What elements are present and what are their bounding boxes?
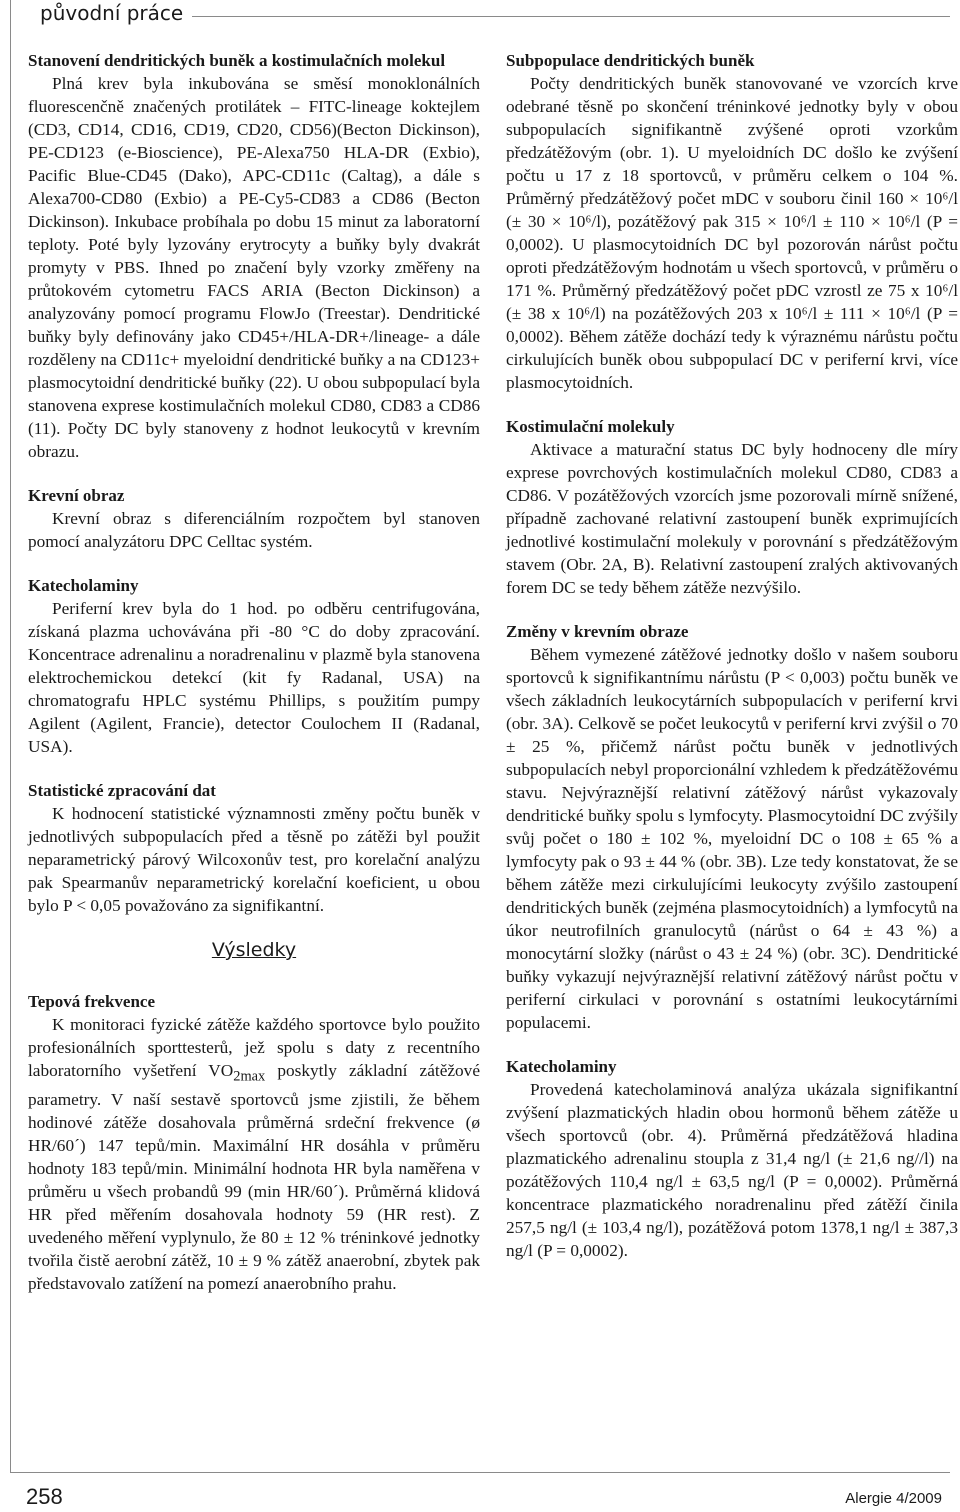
text-part: K monitoraci fyzické zátěže každého sportovce bylo použito profesionálních sporttesterů, jež spolu s daty z recentního laboratorního vyšetření VO bbox=[28, 1015, 480, 1080]
section-paragraph: Aktivace a maturační status DC byly hodnoceny dle míry exprese povrchových kostimulačních molekul CD80, CD83 a CD86. V pozátěžových vzorcích jsme pozorovali mírně snížené, případně zachované relativní zastoupení buněk exprimujících jednotlivé kostimulační molekuly v porovnání s předzátěžovým stavem (Obr. 2A, B). Relativní zastoupení zralých aktivovaných forem DC se tedy během zátěže nezvýšilo. bbox=[506, 440, 958, 597]
section-blood-count bbox=[28, 485, 480, 553]
section-heading: Tepová frekvence bbox=[28, 992, 156, 1011]
results-title: Výsledky bbox=[211, 939, 297, 961]
section-heading: Statistické zpracování dat bbox=[28, 781, 216, 800]
section-paragraph: Během vymezené zátěžové jednotky došlo v našem souboru sportovců k signifikantnímu nárůstu (P < 0,003) počtu buněk ve všech základních leukocytárních subpopulacích v periferní krvi (obr. 3A). Celkově se počet leukocytů v periferní krvi zvýšil o 70 ± 25 %, přičemž nárůst počtu buněk v jednotlivých subpopulacích nebyl proporcionální vzhledem k předzátěžovému stavu. Nejvýraznější relativní zátěžový nárůst vykazovaly dendritické buňky spolu s lymfocyty. Plasmocytoidní DC zvýšily svůj počet o 180 ± 102 %, myeloidní DC o 108 ± 65 % a lymfocyty pak o 93 ± 44 % (obr. 3B). Lze tedy konstatovat, že se během zátěže mezi cirkulujícími leukocyty zvýšilo zastoupení dendritických buněk (zejména plasmocytoidních) a lymfocytů na úkor neutrofilních granulocytů (nárůst o 64 ± 43 %) a monocytární složky (nárůst o 43 ± 24 %) (obr. 3C). Dendritické buňky vykazují nejvýraznější relativní zátěžový nárůst počtu v periferní cirkulaci v porovnání s ostatními leukocytárními populacemi. bbox=[506, 645, 958, 1032]
section-paragraph: Počty dendritických buněk stanovované ve vzorcích krve odebrané těsně po skončení tréninkové jednotky byly v obou subpopulacích signifikantně zvýšené oproti vzorkům předzátěžovým (obr. 1). U myeloidních DC došlo ke zvýšení počtu u 17 z 18 sportovců, v průměru celkem o 104 %. Průměrný předzátěžový počet mDC v souboru činil 160 × 10⁶/l (± 30 × 10⁶/l), pozátěžový pak 315 × 10⁶/l ± 110 × 10⁶/l (P = 0,0002). U plasmocytoidních DC byl pozorován nárůst počtu oproti předzátěžovým hodnotám u všech sportovců, v průměru o 171 %. Průměrný předzátěžový počet pDC vzrostl ze 75 x 10⁶/l (± 38 x 10⁶/l) na pozátěžových 203 x 10⁶/l ± 111 × 10⁶/l (P = 0,0002). Během zátěže dochází tedy k výraznému nárůstu počtu cirkulujících buněk obou subpopulací DC v periferní krvi, více plasmocytoidních. bbox=[506, 74, 958, 392]
section-catecholamines-results bbox=[506, 1056, 958, 1262]
section-paragraph bbox=[28, 1013, 480, 1295]
section-statistics bbox=[28, 780, 480, 917]
section-heading: Kostimulační molekuly bbox=[506, 417, 675, 436]
section-heading: Krevní obraz bbox=[28, 486, 125, 505]
section-blood-count-changes bbox=[506, 621, 958, 1034]
page-header bbox=[0, 0, 960, 36]
section-label: původní práce bbox=[40, 1, 184, 25]
section-paragraph: Krevní obraz s diferenciálním rozpočtem byl stanoven pomocí analyzátoru DPC Celltac systém. bbox=[28, 509, 480, 551]
section-heading: Stanovení dendritických buněk a kostimulačních molekul bbox=[28, 51, 446, 70]
right-column bbox=[506, 50, 958, 1284]
section-catecholamines-methods bbox=[28, 575, 480, 758]
page-number: 258 bbox=[26, 1484, 63, 1509]
section-heart-rate bbox=[28, 991, 480, 1295]
left-column bbox=[28, 50, 480, 1317]
section-paragraph: K hodnocení statistické významnosti změny počtu buněk v jednotlivých subpopulacích před a těsně po zátěži byl použit neparametrický párový Wilcoxonův test, pro korelační analýzu pak Spearmanův neparametrický korelační koeficient, u obou bylo P < 0,05 považováno za signifikantní. bbox=[28, 804, 480, 915]
vo2max-subscript: 2max bbox=[233, 1068, 266, 1085]
section-heading: Katecholaminy bbox=[506, 1057, 617, 1076]
section-heading: Katecholaminy bbox=[28, 576, 139, 595]
section-heading: Subpopulace dendritických buněk bbox=[506, 51, 755, 70]
header-rule bbox=[192, 16, 950, 17]
section-dendritic-cells-methods bbox=[28, 50, 480, 463]
section-paragraph: Periferní krev byla do 1 hod. po odběru centrifugována, získaná plazma uchovávána při -80 °C do doby zpracování. Koncentrace adrenalinu a noradrenalinu v plazmě byla stanovena elektrochemickou detekcí (kit fy Radanal, USA) na chromatografu HPLC systému Phillips, s použitím pumpy Agilent (Agilent, Francie), detector Coulochem II (Radanal, USA). bbox=[28, 599, 480, 756]
footer-rule bbox=[10, 1472, 950, 1473]
left-margin-rule bbox=[10, 0, 11, 1472]
text-part: poskytly základní zátěžové parametry. V naší sestavě sportovců jsme zjistili, že během hodinové zátěže dosahovala průměrná srdeční frekvence (ø HR/60´) 147 tepů/min. Maximální HR dosáhla v průměru hodnoty 183 tepů/min. Minimální hodnota HR byla naměřena v průměru u všech probandů 99 (min HR/60´). Průměrná klidová HR před měřením dosahovala hodnoty 59 (HR rest). Z uvedeného měření vyplynulo, že 80 ± 12 % tréninkové jednotky tvořila čistě aerobní zátěž, 10 ± 9 % zátěž anaerobní, zbytek pak představovalo zatížení na pomezí anaerobního prahu. bbox=[28, 1061, 480, 1294]
section-dc-subpopulations bbox=[506, 50, 958, 394]
section-costimulatory-molecules bbox=[506, 416, 958, 599]
journal-issue: Alergie 4/2009 bbox=[845, 1490, 942, 1507]
section-paragraph: Provedená katecholaminová analýza ukázala signifikantní zvýšení plazmatických hladin obou hormonů během zátěže u všech sportovců (obr. 4). Průměrná předzátěžová hladina plazmatického adrenalinu stoupla z 31,4 ng/l (± 21,6 ng//l) na pozátěžových 110,4 ng/l ± 63,5 ng/l (P = 0,0002). Průměrná koncentrace plazmatického noradrenalinu před zátěží činila 257,5 ng/l (± 103,4 ng/l), pozátěžová potom 1378,1 ng/l ± 387,3 ng/l (P = 0,0002). bbox=[506, 1080, 958, 1260]
section-heading: Změny v krevním obraze bbox=[506, 622, 689, 641]
section-paragraph: Plná krev byla inkubována se směsí monoklonálních fluorescenčně značených protilátek – FITC-lineage koktejlem (CD3, CD14, CD16, CD19, CD20, CD56)(Becton Dickinson), PE-CD123 (e-Bioscience), PE-Alexa750 HLA-DR (Exbio), Pacific Blue-CD45 (Dako), APC-CD11c (Caltag), a dále s Alexa700-CD80 (Exbio) a PE-Cy5-CD83 a CD86 (Becton Dickinson). Inkubace probíhala po dobu 15 minut za laboratorní teploty. Poté byly lyzovány erytrocyty a buňky byly dvakrát promyty v PBS. Ihned po značení byly vzorky změřeny na průtokovém cytometru FACS ARIA (Becton Dickinson) a analyzovány pomocí programu FlowJo (Treestar). Dendritické buňky byly definovány jako CD45+/HLA-DR+/lineage- a dále rozděleny na CD11c+ myeloidní dendritické buňky a na CD123+ plasmocytoidní dendritické buňky (22). U obou subpopulací byla stanovena exprese kostimulačních molekul CD80, CD83 a CD86 (11). Počty DC byly stanoveny z hodnot leukocytů v krevním obrazu. bbox=[28, 74, 480, 461]
